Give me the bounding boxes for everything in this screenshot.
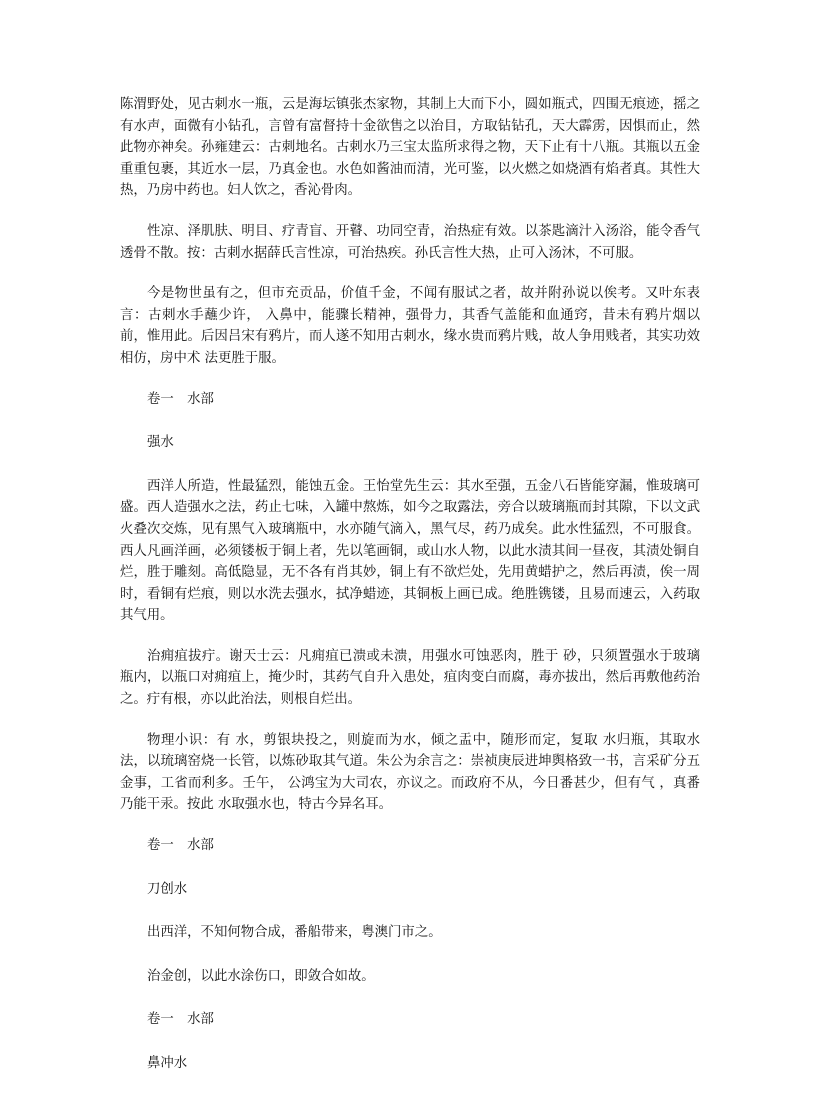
paragraph-gucishui-commentary: 今是物世虽有之，但市充贡品，价值千金，不闻有服试之者，故并附孙说以俟考。又叶东表言：古刺水手蘸少许， 入鼻中，能骤长精神，强骨力，其香气盖能和血通窍，昔未有鸦片烟以前，惟用此。后因吕宋有鸦片，而人遂不知用古刺水，缘水贵而鸦片贱，故人争用贱者，其实功效相仿，房中术 法更胜于服。 [120, 286, 700, 366]
paragraph-qiangshui-origin: 西洋人所造，性最猛烈，能蚀五金。王怡堂先生云：其水至强，五金八石皆能穿漏，惟玻璃可盛。西人造强水之法，药止七味，入罐中熬炼，如今之取露法，旁合以玻璃瓶而封其隙，下以文武火叠次交炼，见有黑气入玻璃瓶中，水亦随气滴入，黑气尽，药乃成矣。此水性猛烈，不可服食。西人凡画洋画，必须镂板于铜上者，先以笔画铜，或山水人物，以此水渍其间一昼夜，其渍处铜自烂，胜于雕刻。高低隐显，无不各有肖其妙，铜上有不欲烂处，先用黄蜡护之，然后再渍，俟一周时，看铜有烂痕，则以水洗去强水，拭净蜡迹，其铜板上画已成。绝胜镌镂，且易而速云，入药取其气用。 [120, 478, 700, 624]
section-heading: 卷一 水部 [147, 838, 214, 854]
paragraph-gucishui-origin: 陈渭野处，见古刺水一瓶，云是海坛镇张杰家物，其制上大而下小，圆如瓶式，四围无痕迹，摇之有水声，面微有小钻孔，言曾有富督持十金欲售之以治目，方取钻钻孔，天大霹雳，因惧而止，然此物亦神矣。孙雍建云：古刺地名。古刺水乃三宝太监所求得之物，天下止有十八瓶。其瓶以五金重重包裹，其近水一层，乃真金也。水色如酱油而清，光可鉴，以火燃之如烧酒有焰者真。其性大热，乃房中药也。妇人饮之，香沁骨肉。 [120, 97, 700, 199]
paragraph-daochuangshui-usage: 治金创，以此水涂伤口，即敛合如故。 [147, 968, 375, 984]
entry-title-daochuangshui: 刀创水 [147, 881, 188, 897]
paragraph-daochuangshui-origin: 出西洋，不知何物合成，番船带来，粤澳门市之。 [147, 925, 442, 941]
document-page [120, 94, 700, 1097]
section-heading: 卷一 水部 [147, 1012, 214, 1028]
paragraph-gucishui-properties: 性凉、泽肌肤、明目、疗青盲、开瞽、功同空青，治热症有效。以茶匙滴汁入汤浴，能令香气透骨不散。按：古刺水据薛氏言性凉，可治热疾。孙氏言性大热，止可入汤沐，不可服。 [120, 223, 700, 261]
section-heading: 卷一 水部 [147, 391, 214, 407]
entry-title-bichongshui: 鼻冲水 [147, 1056, 188, 1071]
paragraph-qiangshui-usage: 治痈疽拔疔。谢天士云：凡痈疽已溃或未溃，用强水可蚀恶肉，胜于 砂，只须置强水于玻璃瓶内，以瓶口对痈疽上，掩少时，其药气自升入患处，疽肉变白而腐，毒亦拔出，然后再敷他药治之。疔有根，亦以此治法，则根自烂出。 [120, 648, 700, 708]
paragraph-qiangshui-wulixiaoshi: 物理小识：有 水，剪银块投之，则旋而为水，倾之盂中，随形而定，复取 水归瓶，其取水法，以琉璃窑烧一长管，以炼砂取其气道。朱公为余言之：崇祯庚辰进坤舆格致一书，言采矿分五金事，工省而利多。壬午， 公鸿宝为大司农，亦议之。而政府不从，今日番甚少，但有气 ，真番 乃能干汞。按此 水取强水也，特古今异名耳。 [120, 732, 700, 813]
entry-title-qiangshui: 强水 [147, 435, 174, 451]
